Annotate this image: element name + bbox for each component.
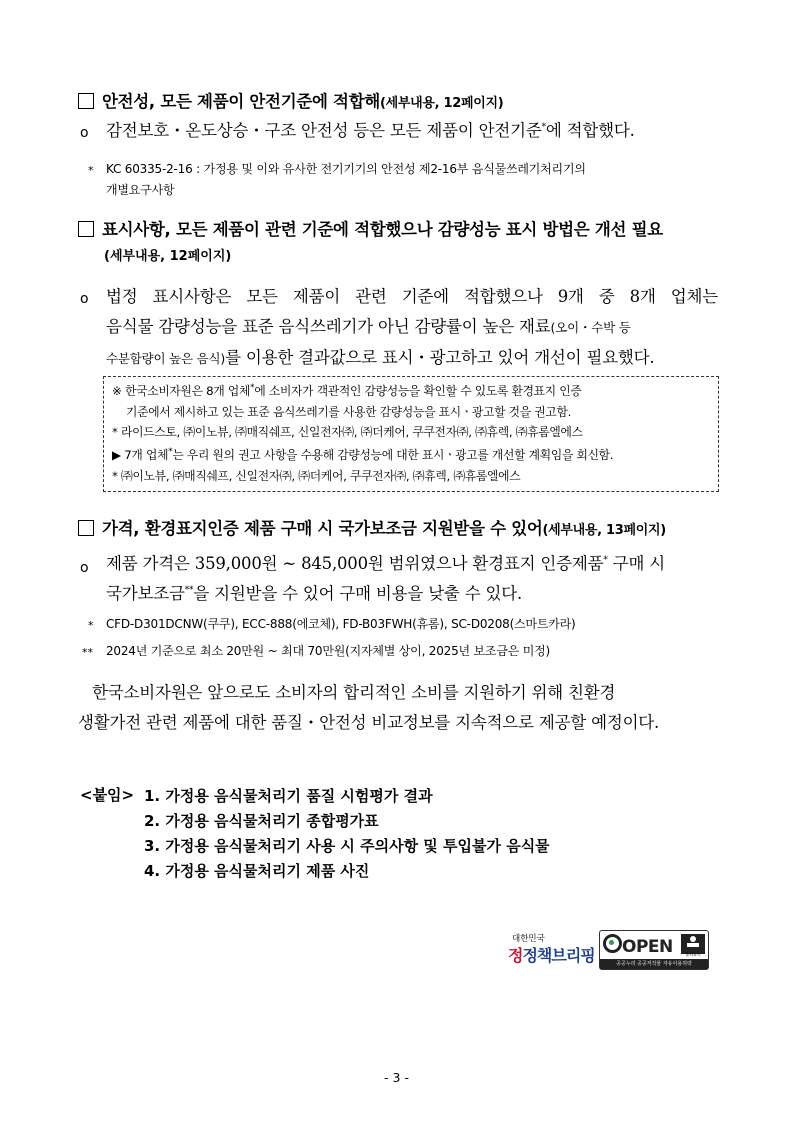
open-text: OPEN	[603, 934, 673, 957]
checkbox-square-icon	[78, 93, 94, 109]
footnote-mark: **	[82, 646, 93, 659]
section-heading-safety	[78, 88, 503, 112]
attachment-item: 4. 가정용 음식물처리기 제품 사진	[144, 862, 370, 880]
footnote-mark: *	[88, 619, 94, 632]
section-title: 안전성, 모든 제품이 안전기준에 적합해	[102, 92, 380, 111]
bullet-icon: o	[80, 291, 89, 307]
checkbox-square-icon	[78, 221, 94, 237]
attachment-item: 2. 가정용 음식물처리기 종합평가표	[144, 812, 379, 830]
footnote-mark: *	[88, 164, 94, 177]
section-title: 표시사항, 모든 제품이 관련 기준에 적합했으나 감량성능 표시 방법은 개선 필요	[102, 220, 663, 239]
section-ref: (세부내용, 13페이지)	[542, 523, 666, 538]
attachment-item: 3. 가정용 음식물처리기 사용 시 주의사항 및 투입불가 음식물	[144, 837, 550, 855]
open-circle-icon	[603, 934, 622, 953]
section-ref: (세부내용, 12페이지)	[104, 249, 232, 264]
attachment-label: <붙임>	[80, 786, 135, 804]
footnote-models: CFD-D301DCNW(쿠쿠), ECC-888(에코체), FD-B03FWH(휴롬), SC-D0208(스마트카라)	[106, 617, 576, 631]
paragraph-price: 제품 가격은 359,000원 ~ 845,000원 범위였으나 환경표지 인증제품* 구매 시 국가보조금**을 지원받을 수 있어 구매 비용을 낮출 수 있다.	[106, 554, 666, 603]
policy-briefing-logo: 대한민국 정정책브리핑	[508, 934, 595, 965]
section-ref: (세부내용, 12페이지)	[379, 96, 504, 111]
bullet-icon: o	[80, 125, 89, 141]
section-heading-labeling	[78, 216, 663, 240]
closing-paragraph: 한국소비자원은 앞으로도 소비자의 합리적인 소비를 지원하기 위해 친환경 생활가전 관련 제품에 대한 품질・안전성 비교정보를 지속적으로 제공할 예정이다.	[78, 683, 660, 732]
person-badge-icon	[681, 934, 705, 954]
footnote-subsidy: 2024년 기준으로 최소 20만원 ~ 최대 70만원(지자체별 상이, 2025년 보조금은 미정)	[106, 644, 550, 658]
page-number: - 3 -	[384, 1070, 409, 1085]
attachment-list	[144, 784, 550, 884]
section-heading-price	[78, 515, 666, 539]
section-title: 가격, 환경표지인증 제품 구매 시 국가보조금 지원받을 수 있어	[102, 519, 543, 538]
checkbox-square-icon	[78, 520, 94, 536]
bullet-icon: o	[80, 560, 89, 576]
open-license-logo: OPEN 출처표시 공공누리 공공저작물 자유이용허락	[599, 930, 709, 970]
attachment-item: 1. 가정용 음식물처리기 품질 시험평가 결과	[144, 787, 433, 805]
paragraph-labeling: 법정 표시사항은 모든 제품이 관련 기준에 적합했으나 9개 중 8개 업체는 음식물 감량성능을 표준 음식쓰레기가 아닌 감량률이 높은 재료(오이・수박 등 수분함량이 높은 음식)를 이용한 결과값으로 표시・광고하고 있어 개선이 필요했다.	[106, 287, 718, 367]
paragraph-safety: 감전보호・온도상승・구조 안전성 등은 모든 제품이 안전기준*에 적합했다.	[106, 121, 635, 140]
notice-box: ※ 한국소비자원은 8개 업체*에 소비자가 객관적인 감량성능을 확인할 수 있도록 환경표지 인증 기준에서 제시하고 있는 표준 음식쓰레기를 사용한 감량성능을 표시ㆍ광고할 것을 권고함. * 라이드스토, ㈜이노뷰, ㈜매직쉐프, 신일전자㈜, ㈜더케어, 쿠쿠전자㈜, ㈜휴렉, ㈜휴롬엘에스 ▶ 7개 업체*는 우리 원의 권고 사항을 수용해 감량성능에 대한 표시ㆍ광고를 개선할 계획임을 회신함. * ㈜이노뷰, ㈜매직쉐프, 신일전자㈜, ㈜더케어, 쿠쿠전자㈜, ㈜휴렉, ㈜휴롬엘에스	[103, 376, 719, 492]
footnote-kc: KC 60335-2-16 : 가정용 및 이와 유사한 전기기기의 안전성 제2-16부 음식물쓰레기처리기의 개별요구사항	[106, 162, 586, 197]
